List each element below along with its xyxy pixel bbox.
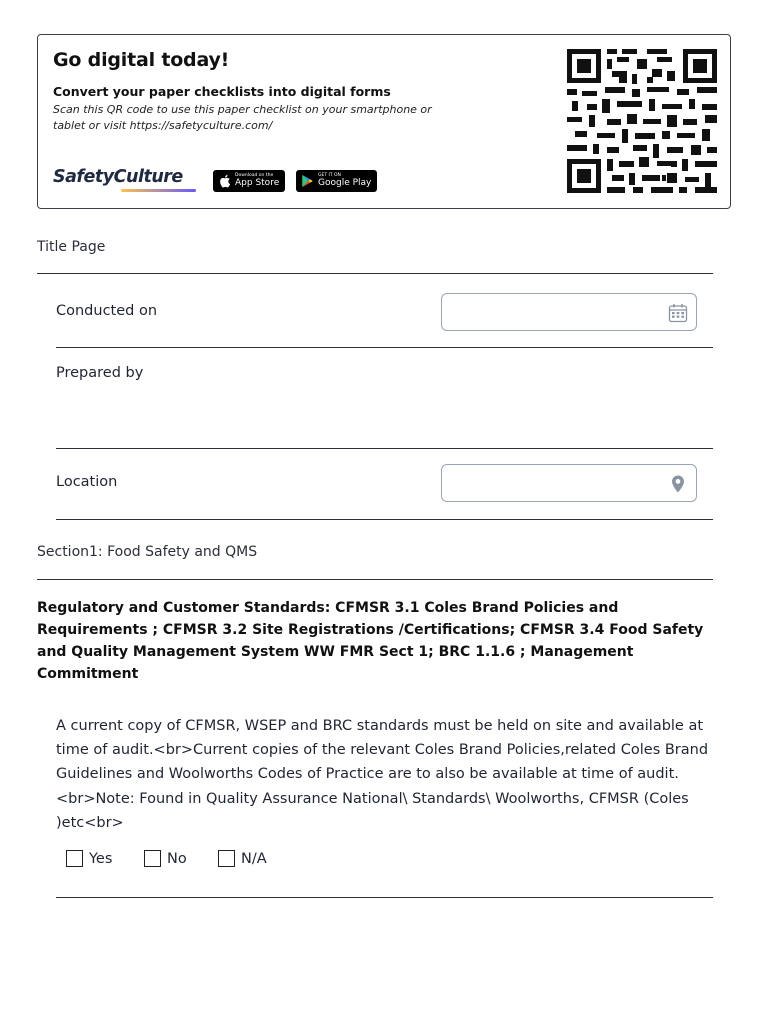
question-body: A current copy of CFMSR, WSEP and BRC standards must be held on site and available at time of audit.<br>Current copies of the relevant Coles Brand Policies,related Coles Brand Guidelines and Woolworths Codes of Practice are to also be available at time of audit.<br>Note: Found in Quality Assurance National\ Standards\ Woolworths, CFMSR (Coles )etc<br>	[56, 718, 709, 831]
banner-description: Scan this QR code to use this paper checklist on your smartphone or tablet or visit https://safetyculture.com/	[53, 103, 432, 132]
na-checkbox[interactable]	[218, 850, 235, 867]
apple-logo-icon	[218, 174, 231, 188]
calendar-icon	[668, 303, 688, 323]
divider	[56, 519, 713, 520]
conducted-on-date-input[interactable]	[441, 293, 697, 331]
map-pin-icon	[668, 474, 688, 494]
go-digital-banner	[37, 34, 731, 209]
option-na[interactable]	[218, 850, 267, 867]
prepared-by-label: Prepared by	[56, 365, 144, 381]
location-label: Location	[56, 474, 118, 490]
conducted-on-label: Conducted on	[56, 303, 158, 319]
yes-checkbox[interactable]	[66, 850, 83, 867]
no-checkbox[interactable]	[144, 850, 161, 867]
safetyculture-logo: SafetyCulture	[53, 167, 183, 187]
title-page-heading: Title Page	[37, 239, 106, 255]
banner-subtitle: Convert your paper checklists into digital forms	[53, 84, 391, 99]
option-na-label: N/A	[241, 850, 267, 867]
option-no-label: No	[167, 850, 187, 867]
divider	[56, 897, 713, 898]
divider	[37, 273, 713, 274]
divider	[56, 347, 713, 348]
brand-underline	[121, 189, 196, 192]
section1-heading: Section1: Food Safety and QMS	[37, 544, 258, 560]
banner-title: Go digital today!	[53, 49, 230, 71]
google-play-icon	[301, 174, 314, 188]
qr-code-icon	[567, 49, 717, 193]
location-input[interactable]	[441, 464, 697, 502]
question-title: Regulatory and Customer Standards: CFMSR 3.1 Coles Brand Policies and Requirements ; CFMSR 3.2 Site Registrations /Certifications; CFMSR 3.4 Food Safety and Quality Management System WW FMR Sect 1; BRC 1.1.6 ; Management Commitment	[37, 600, 704, 682]
google-play-badge[interactable]	[296, 170, 377, 192]
option-yes[interactable]	[66, 850, 112, 867]
app-store-small-text: Download on the	[235, 172, 274, 178]
app-store-badge[interactable]	[213, 170, 285, 192]
google-play-text: Google Play	[318, 178, 372, 189]
option-no[interactable]	[144, 850, 187, 867]
app-store-text: App Store	[235, 178, 280, 189]
divider	[56, 448, 713, 449]
option-yes-label: Yes	[89, 850, 113, 867]
google-play-small-text: GET IT ON	[318, 172, 341, 178]
divider	[37, 579, 713, 580]
